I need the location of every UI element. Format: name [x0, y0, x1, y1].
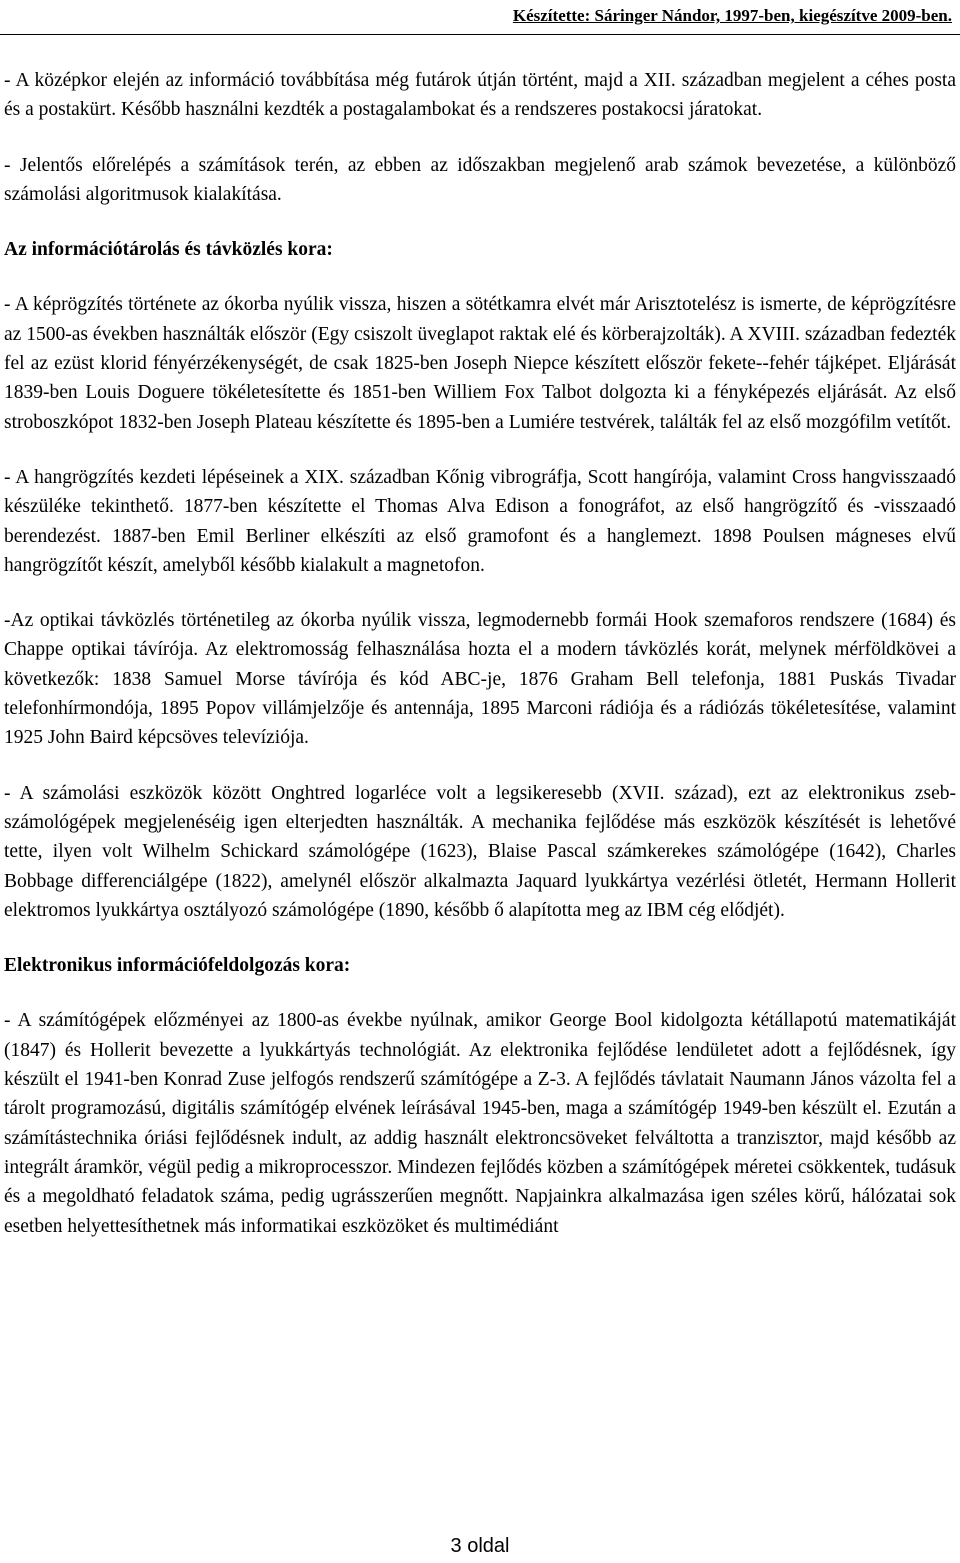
header-rule	[0, 34, 960, 35]
paragraph: - A középkor elején az információ továbbítása még futárok útján történt, majd a XII. században megjelent a céhes posta és a postakürt. Később használni kezdték a postagalambokat és a rendszeres postakocsi járatokat.	[4, 70, 956, 121]
paragraph: - A számolási eszközök között Onghtred logarléce volt a legsikeresebb (XVII. század), ezt az elektronikus zseb-számológépek megjelenéséig igen elterjedten használták. A mechanika fejlődése más eszközök készítését is lehetővé tette, ilyen volt Wilhelm Schickard számológépe (1623), Blaise Pascal számkerekes számológépe (1642), Charles Bobbage differenciálgépe (1822), amelynél először alkalmazta Jaquard lyukkártya vezérlési ötletét, Hermann Hollerit elektromos lyukkártya osztályozó számológépe (1890, később ő alapította meg az IBM cég elődjét).	[4, 782, 956, 921]
paragraph: - A számítógépek előzményei az 1800-as évekbe nyúlnak, amikor George Bool kidolgozta kétállapotú matematikáját (1847) és Hollerit bevezette a lyukkártyás technológiát. Az elektronika fejlődése lendületet adott a fejlődésnek, így készült el 1941-ben Konrad Zuse jelfogós rendszerű számítógépe a Z-3. A fejlődés távlatait Naumann János vázolta fel a tárolt programozású, digitális számítógép elvének leírásával 1945-ben, maga a számítógép 1949-ben készült el. Ezután a számítástechnika óriási fejlődésnek indult, az addig használt elektroncsöveket felváltotta a tranzisztor, majd később az integrált áramkör, végül pedig a mikroprocesszor. Mindezen fejlődés közben a számítógépek méretei csökkentek, tudásuk és a megoldható feladatok száma, pedig ugrásszerűen megnőtt. Napjainkra alkalmazása igen széles körű, hálózatai sok esetben helyettesíthetnek más informatikai eszközöket és multimédiánt	[4, 1010, 956, 1237]
paragraph: - Jelentős előrelépés a számítások terén, az ebben az időszakban megjelenő arab számok bevezetése, a különböző számolási algoritmusok kialakítása.	[4, 154, 956, 205]
paragraph: - A képrögzítés története az ókorba nyúlik vissza, hiszen a sötétkamra elvét már Arisztotelész is ismerte, de képrögzítésre az 1500-as években használták először (Egy csiszolt üveglapot raktak elé és körberajzolták). A XVIII. században fedezték fel az ezüst klorid fényérzékenységét, de csak 1825-ben Joseph Niepce készített először fekete--fehér tájképet. Eljárását 1839-ben Louis Doguere tökéletesítette és 1851-ben Williem Fox Talbot dolgozta ki a fényképezés eljárását. Az első stroboszkópot 1832-ben Joseph Plateau készítette és 1895-ben a Lumiére testvérek, találták fel az első mozgófilm vetítőt.	[4, 294, 956, 433]
section-heading: Elektronikus információfeldolgozás kora:	[4, 955, 351, 977]
page-header: Készítette: Sáringer Nándor, 1997-ben, kiegészítve 2009-ben.	[512, 6, 952, 25]
page-number: 3 oldal	[450, 1535, 510, 1557]
paragraph: -Az optikai távközlés történetileg az ókorba nyúlik vissza, legmodernebb formái Hook szemaforos rendszere (1684) és Chappe optikai távírója. Az elektromosság felhasználása hozta el a modern távközlés korát, melynek mérföldkövei a következők: 1838 Samuel Morse távírója és kód ABC-je, 1876 Graham Bell telefonja, 1881 Puskás Tivadar telefonhírmondója, 1895 Popov villámjelzője és antennája, 1895 Marconi rádiója és a rádiózás tökéletesítése, valamint 1925 John Baird képcsöves televíziója.	[4, 610, 956, 749]
section-heading: Az információtárolás és távközlés kora:	[4, 239, 333, 261]
paragraph: - A hangrögzítés kezdeti lépéseinek a XIX. században Kőnig vibrográfja, Scott hangírója, valamint Cross hangvisszaadó készüléke tekinthető. 1877-ben készítette el Thomas Alva Edison a fonográfot, az első hangrögzítő és -visszaadó berendezést. 1887-ben Emil Berliner elkészíti az első gramofont és a hanglemezt. 1898 Poulsen mágneses elvű hangrögzítőt készít, amelyből később kialakult a magnetofon.	[4, 466, 956, 576]
document-body	[4, 66, 956, 1267]
